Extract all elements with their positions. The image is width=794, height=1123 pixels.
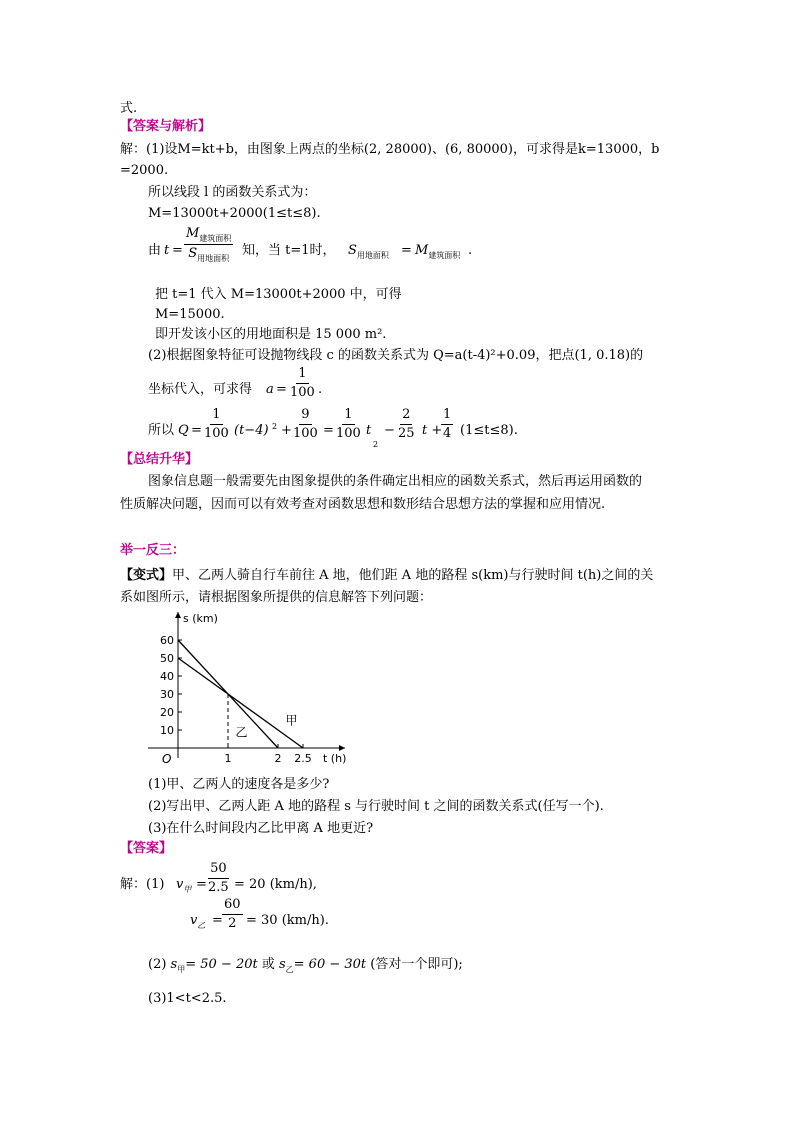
y-tick-label: 20 <box>160 706 174 719</box>
answer-heading: 【答案】 <box>120 841 173 856</box>
y-tick-label: 50 <box>160 652 174 665</box>
variant-line: 【变式】甲、乙两人骑自行车前往 A 地，他们距 A 地的路程 s(km)与行驶时间 t(h)之间的关 <box>120 568 654 583</box>
question-1: (1)甲、乙两人的速度各是多少? <box>148 777 330 792</box>
practice-heading: 举一反三： <box>120 543 186 558</box>
y-axis-label: s (km) <box>183 612 218 625</box>
summary-line: 性质解决问题，因而可以有效考查对函数思想和数形结合思想方法的掌握和应用情况. <box>120 497 606 512</box>
solution-line: 所以线段 l 的函数关系式为： <box>148 185 317 200</box>
x-tick-label: 2.5 <box>294 752 312 765</box>
answer-3: (3)1<t<2.5. <box>148 991 227 1006</box>
variant-line: 系如图所示，请根据图象所提供的信息解答下列问题： <box>120 590 433 605</box>
solution-line: 把 t=1 代入 M=13000t+2000 中，可得 <box>155 287 402 302</box>
summary-heading: 【总结升华】 <box>120 452 199 467</box>
series-label-jia: 甲 <box>285 713 298 728</box>
series-label-yi: 乙 <box>235 725 248 740</box>
y-tick-label: 10 <box>160 724 174 737</box>
q-expansion-formula: 所以 Q = $\frac{1}{100}$ (t−4) 2 + $\frac{9}{100}$ = $\frac{1}{100}$ t 2 − $\frac{2}{25}$ t + $\frac{1}{4}$ (1≤t≤8). <box>148 407 518 449</box>
y-tick-label: 30 <box>160 688 174 701</box>
fraction-m-over-s: $M_{建筑面积}$ $S_{用地面积}$ <box>186 226 232 263</box>
solution-line: 解：(1)设M=kt+b，由图象上两点的坐标(2, 28000)、(6, 80000)，可求得是k=13000，b <box>120 142 660 157</box>
x-axis-label: t (h) <box>323 752 347 765</box>
x-tick-label: 2 <box>274 752 282 765</box>
question-2: (2)写出甲、乙两人距 A 地的路程 s 与行驶时间 t 之间的函数关系式(任写一个). <box>148 799 604 814</box>
question-3: (3)在什么时间段内乙比甲离 A 地更近? <box>148 821 374 836</box>
x-tick-label: 1 <box>224 752 232 765</box>
distance-time-chart <box>140 608 380 768</box>
variant-label: 【变式】 <box>120 568 173 583</box>
answer-analysis-heading: 【答案与解析】 <box>120 119 212 134</box>
solution-line: (2)根据图象特征可设抛物线段 c 的函数关系式为 Q=a(t-4)²+0.09，把点(1, 0.18)的 <box>148 348 644 363</box>
origin-label: O <box>162 752 172 766</box>
solution-line: M=15000. <box>155 307 225 322</box>
solution-line: 即开发该小区的用地面积是 15 000 m². <box>155 327 387 342</box>
y-tick-label: 40 <box>160 670 174 683</box>
summary-line: 图象信息题一般需要先由图象提供的条件确定出相应的函数关系式，然后再运用函数的 <box>148 474 643 489</box>
answer-2: (2) $s_甲= 50 - 20t$ 或 $s_乙= 60 - 30t$ (答对一个即可); <box>148 957 463 974</box>
formula-line: M=13000t+2000(1≤t≤8). <box>148 206 321 221</box>
y-tick-label: 60 <box>160 634 174 647</box>
text-line: 式. <box>120 101 138 116</box>
solution-line: =2000. <box>120 163 169 178</box>
